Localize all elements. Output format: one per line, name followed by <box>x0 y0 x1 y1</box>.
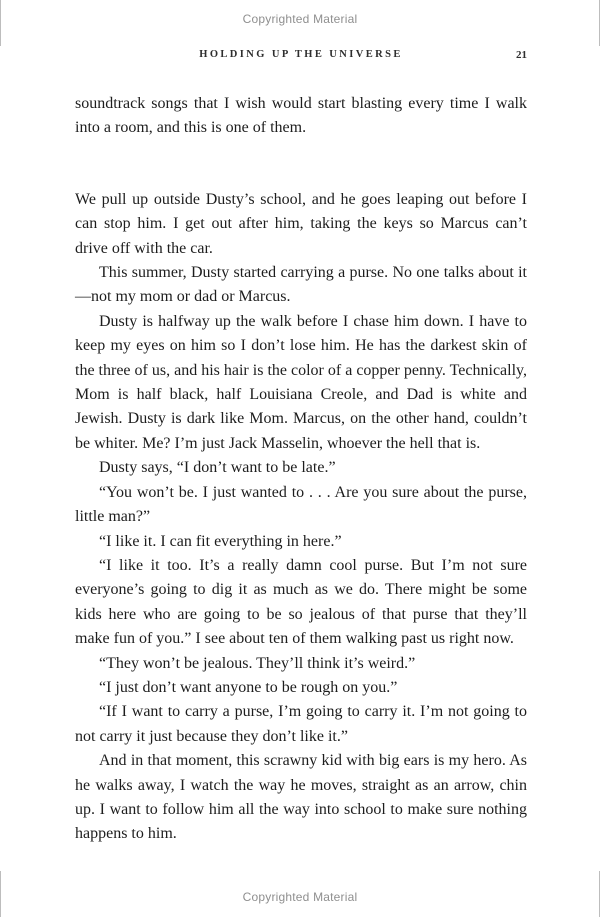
paragraph: We pull up outside Dusty’s school, and he goes leaping out before I can stop him. I get out after him, taking the keys so Marcus can’t drive off with the car. <box>75 190 527 257</box>
paragraph: soundtrack songs that I wish would start blasting every time I walk into a room, and this is one of them. <box>75 95 527 137</box>
paragraph: “They won’t be jealous. They’ll think it’s weird.” <box>99 654 416 672</box>
paragraph: Dusty says, “I don’t want to be late.” <box>99 459 336 477</box>
running-header <box>75 49 527 65</box>
copyright-notice-bottom: Copyrighted Material <box>242 890 358 904</box>
paragraph: “You won’t be. I just wanted to . . . Are you sure about the purse, little man?” <box>75 483 527 526</box>
page-number: 21 <box>516 49 527 61</box>
paragraph: And in that moment, this scrawny kid with big ears is my hero. As he walks away, I watch the way he moves, straight as an arrow, chin up. I want to follow him all the way into school to make sure nothing happens to him. <box>75 752 527 843</box>
paragraph: This summer, Dusty started carrying a purse. No one talks about it—not my mom or dad or Marcus. <box>75 264 527 306</box>
paragraph: Dusty is halfway up the walk before I chase him down. I have to keep my eyes on him so I don’t lose him. He has the darkest skin of the three of us, and his hair is the color of a copper penny. Technically, Mom is half black, half Louisiana Creole, and Dad is white and Jewish. Dusty is dark like Mom. Marcus, on the other hand, couldn’t be whiter. Me? I’m just Jack Masselin, whoever the hell that is. <box>75 312 527 452</box>
paragraph: “If I want to carry a purse, I’m going to carry it. I’m not going to not carry it just because they don’t like it.” <box>75 703 527 745</box>
paragraph: “I like it too. It’s a really damn cool purse. But I’m not sure everyone’s going to dig it as much as we do. There might be some kids here who are going to be so jealous of that purse that they’ll make fun of you.” I see about ten of them walking past us right now. <box>75 556 527 648</box>
copyright-notice-top: Copyrighted Material <box>242 12 358 26</box>
page-body-text <box>75 92 527 847</box>
running-header-title: HOLDING UP THE UNIVERSE <box>199 49 403 60</box>
paragraph: “I like it. I can fit everything in here.” <box>99 532 342 550</box>
paragraph: “I just don’t want anyone to be rough on you.” <box>99 678 398 696</box>
